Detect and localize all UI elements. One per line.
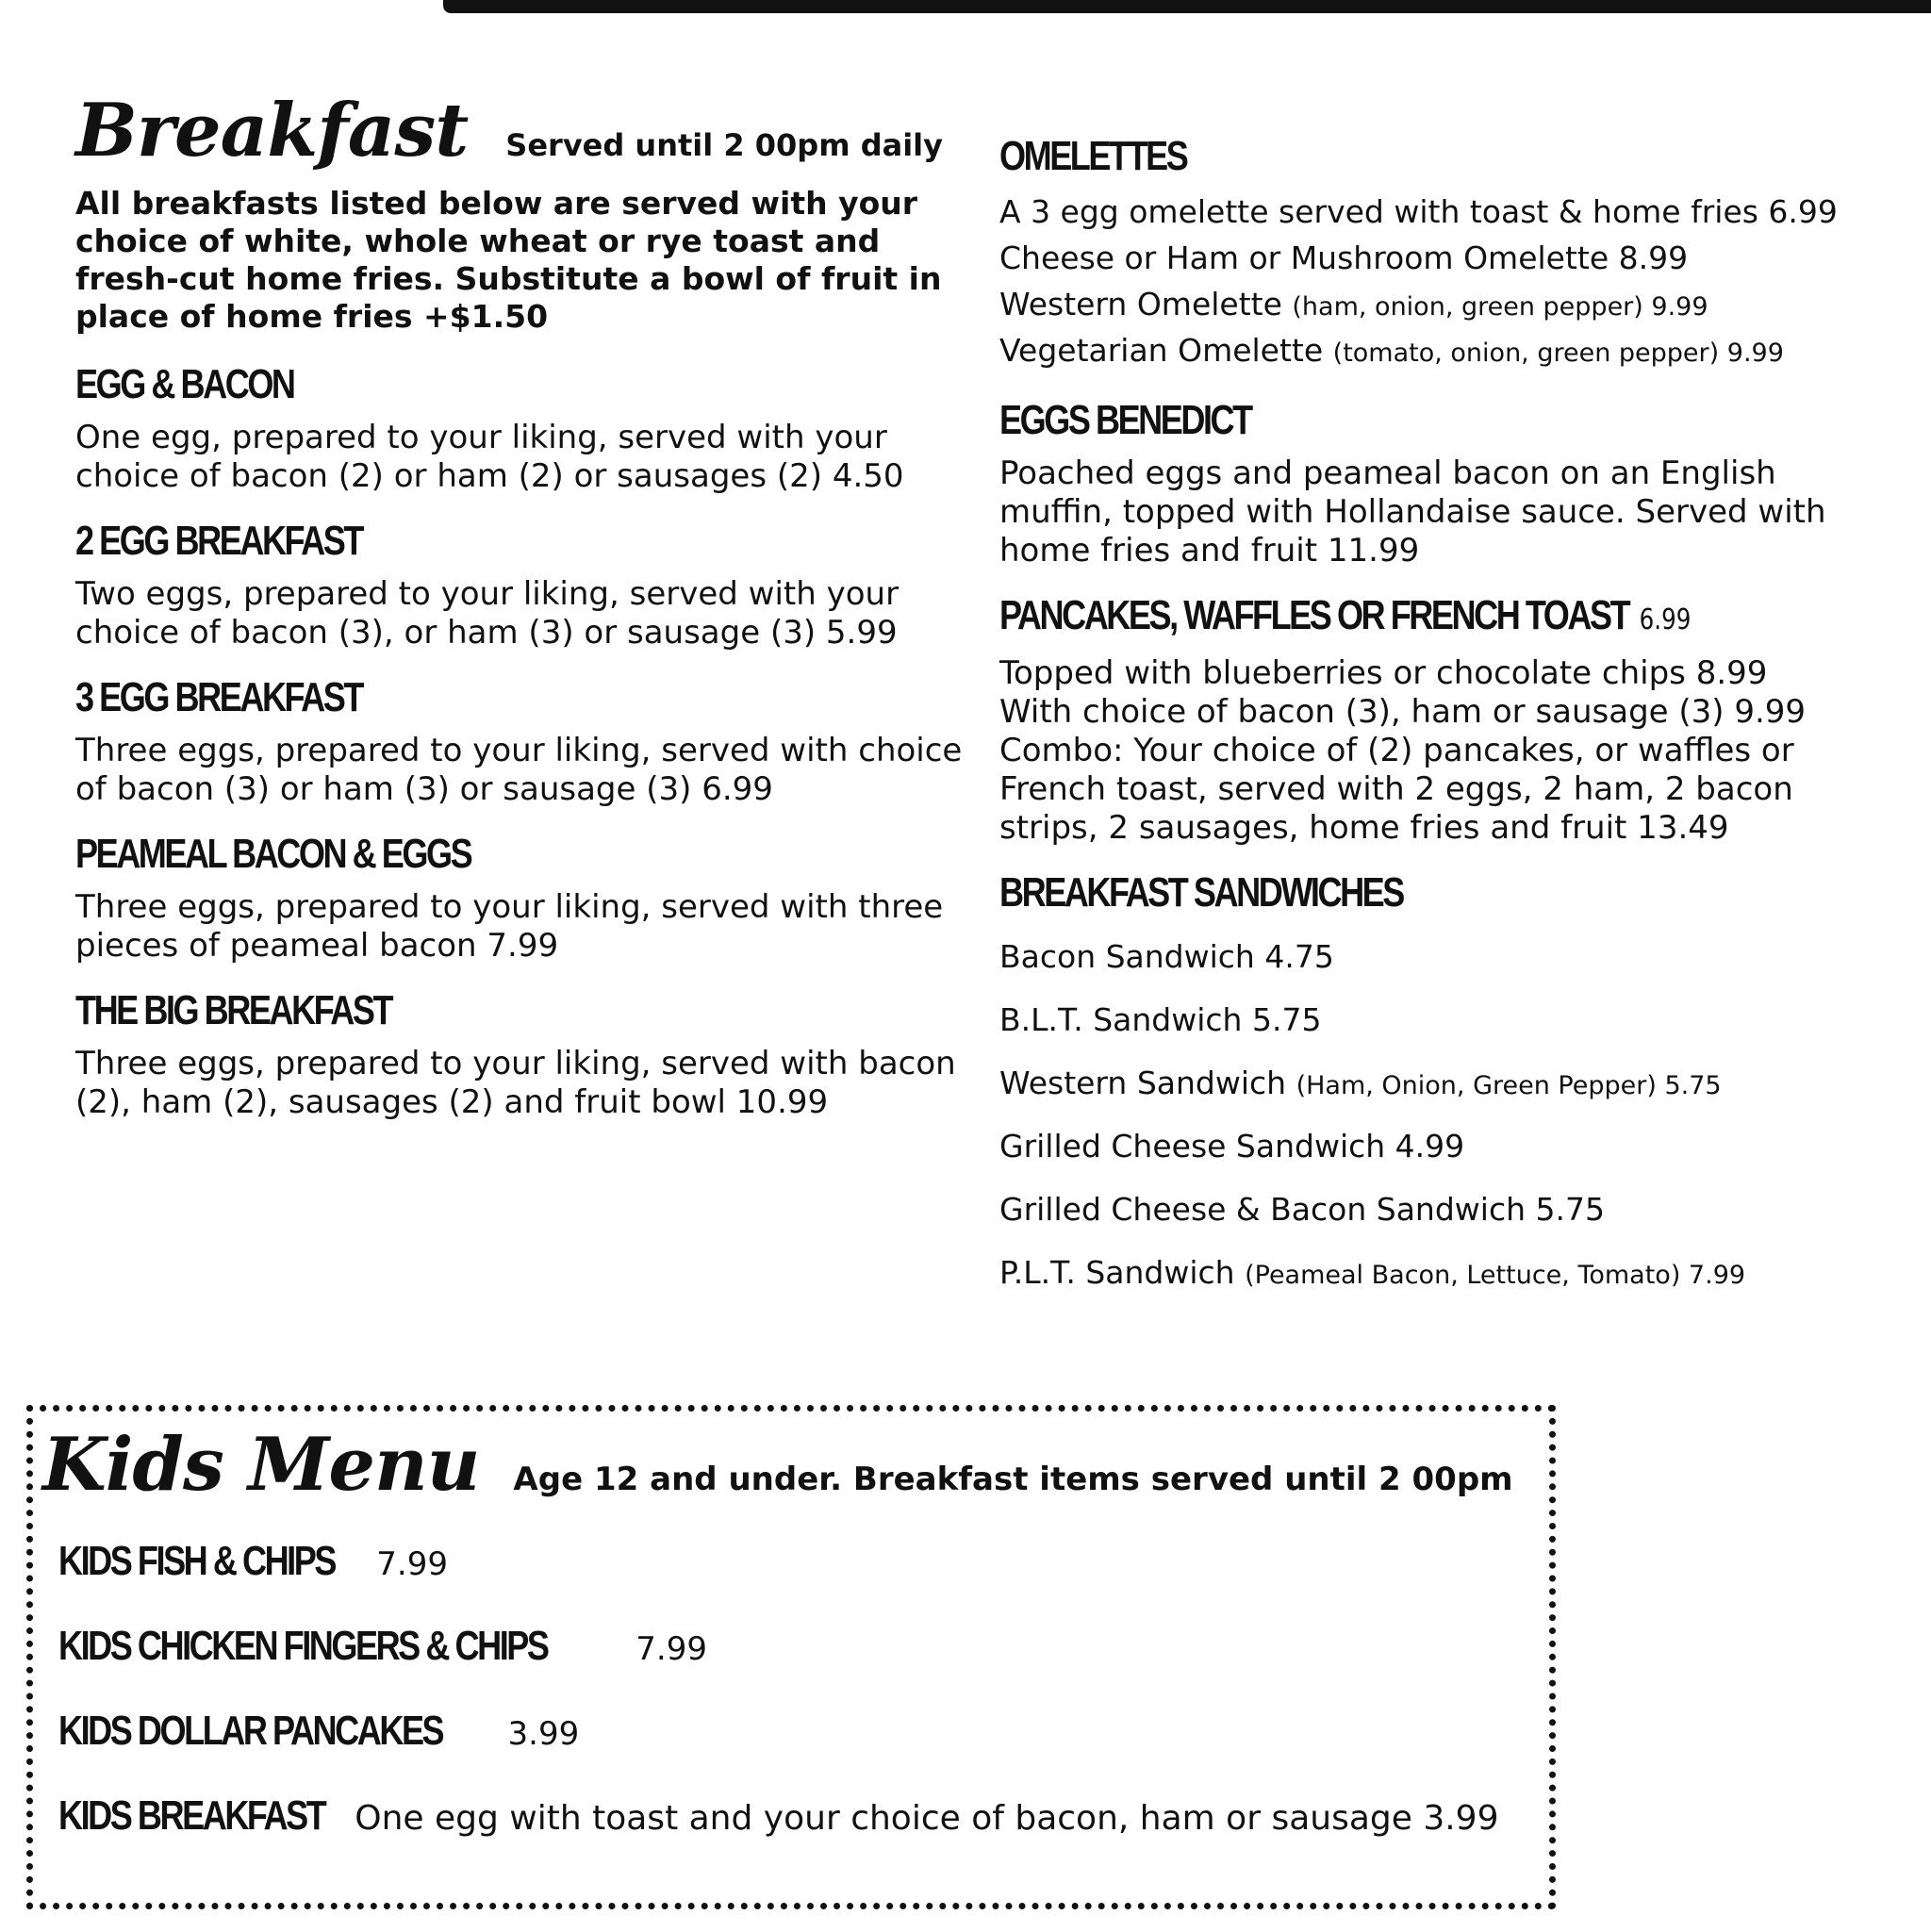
item-description: One egg, prepared to your liking, served with your choice of bacon (2) or ham (2) or sausages (2) 4.50 xyxy=(75,419,904,495)
kids-item-name: KIDS CHICKEN FINGERS & CHIPS xyxy=(58,1623,548,1669)
item-description: Two eggs, prepared to your liking, served with your choice of bacon (3), or ham (3) or sausage (3) 5.99 xyxy=(75,575,899,652)
sandwiches-heading: BREAKFAST SANDWICHES xyxy=(999,869,1403,916)
kids-item xyxy=(58,1622,707,1671)
breakfast-title: Breakfast xyxy=(75,88,469,173)
sandwich-line: Bacon Sandwich 4.75 xyxy=(999,938,1334,975)
sandwich-line: Western Sandwich (Ham, Onion, Green Pepper) 5.75 xyxy=(999,1065,1722,1101)
sandwiches-section xyxy=(999,868,1886,1306)
kids-item xyxy=(58,1537,448,1586)
item-description: Three eggs, prepared to your liking, served with three pieces of peameal bacon 7.99 xyxy=(75,888,944,965)
omelettes-heading: OMELETTES xyxy=(999,133,1187,179)
item-description: Three eggs, prepared to your liking, served with choice of bacon (3) or ham (3) or sausage (3) 6.99 xyxy=(75,732,963,808)
omelette-line: A 3 egg omelette served with toast & home fries 6.99 xyxy=(999,193,1838,230)
pancakes-section xyxy=(999,591,1886,848)
kids-item-price: 7.99 xyxy=(635,1630,707,1668)
kids-menu-note: Age 12 and under. Breakfast items served until 2 00pm xyxy=(513,1461,1513,1498)
item-description: Three eggs, prepared to your liking, served with bacon (2), ham (2), sausages (2) and fruit bowl 10.99 xyxy=(75,1045,956,1121)
kids-item xyxy=(58,1707,579,1756)
item-heading: PEAMEAL BACON & EGGS xyxy=(75,831,471,877)
breakfast-intro: All breakfasts listed below are served with your choice of white, whole wheat or rye toast and fresh-cut home fries. Substitute a bowl of fruit in place of home fries +$1.50 xyxy=(75,185,942,335)
kids-item-price: 3.99 xyxy=(507,1715,580,1753)
omelette-line: Western Omelette (ham, onion, green pepper) 9.99 xyxy=(999,286,1708,322)
sandwich-line: Grilled Cheese & Bacon Sandwich 5.75 xyxy=(999,1191,1605,1228)
pancakes-price: 6.99 xyxy=(1639,603,1692,636)
top-border xyxy=(443,0,1931,13)
kids-item-price: 7.99 xyxy=(376,1545,448,1583)
breakfast-title-row xyxy=(75,88,981,173)
omelette-line: Cheese or Ham or Mushroom Omelette 8.99 xyxy=(999,239,1689,276)
eggs-benedict-heading: EGGS BENEDICT xyxy=(999,397,1251,443)
item-heading: 2 EGG BREAKFAST xyxy=(75,518,362,564)
omelettes-section xyxy=(999,132,1886,375)
kids-item-name: KIDS BREAKFAST xyxy=(58,1792,325,1839)
sandwich-line: Grilled Cheese Sandwich 4.99 xyxy=(999,1128,1465,1164)
eggs-benedict-description: Poached eggs and peameal bacon on an English muffin, topped with Hollandaise sauce. Served with home fries and fruit 11.99 xyxy=(999,454,1826,570)
item-heading: 3 EGG BREAKFAST xyxy=(75,674,362,720)
menu-item xyxy=(75,986,981,1122)
menu-item xyxy=(75,517,981,652)
sandwich-line: P.L.T. Sandwich (Peameal Bacon, Lettuce, Tomato) 7.99 xyxy=(999,1254,1746,1291)
kids-menu-title: Kids Menu xyxy=(42,1422,480,1508)
omelette-line: Vegetarian Omelette (tomato, onion, green pepper) 9.99 xyxy=(999,332,1784,369)
breakfast-served-note: Served until 2 00pm daily xyxy=(505,127,943,163)
kids-item-name: KIDS DOLLAR PANCAKES xyxy=(58,1708,443,1754)
menu-item xyxy=(75,673,981,809)
pancakes-line: With choice of bacon (3), ham or sausage (3) 9.99 xyxy=(999,693,1807,731)
kids-item-name: KIDS FISH & CHIPS xyxy=(58,1538,335,1584)
breakfast-column xyxy=(75,88,981,1143)
item-heading: EGG & BACON xyxy=(75,361,294,407)
pancakes-heading: PANCAKES, WAFFLES OR FRENCH TOAST 6.99 xyxy=(999,592,1692,638)
eggs-benedict-section xyxy=(999,396,1886,570)
item-heading: THE BIG BREAKFAST xyxy=(75,987,392,1033)
kids-item xyxy=(58,1792,1499,1841)
pancakes-line: Combo: Your choice of (2) pancakes, or waffles or French toast, served with 2 eggs, 2 ham, 2 bacon strips, 2 sausages, home fries and fruit 13.49 xyxy=(999,732,1794,847)
kids-title-row xyxy=(42,1422,1513,1508)
menu-item xyxy=(75,360,981,496)
pancakes-line: Topped with blueberries or chocolate chips 8.99 xyxy=(999,654,1768,692)
menu-item xyxy=(75,830,981,966)
sandwich-line: B.L.T. Sandwich 5.75 xyxy=(999,1001,1322,1038)
kids-item-description: One egg with toast and your choice of bacon, ham or sausage 3.99 xyxy=(355,1799,1499,1838)
right-column xyxy=(999,132,1886,1327)
